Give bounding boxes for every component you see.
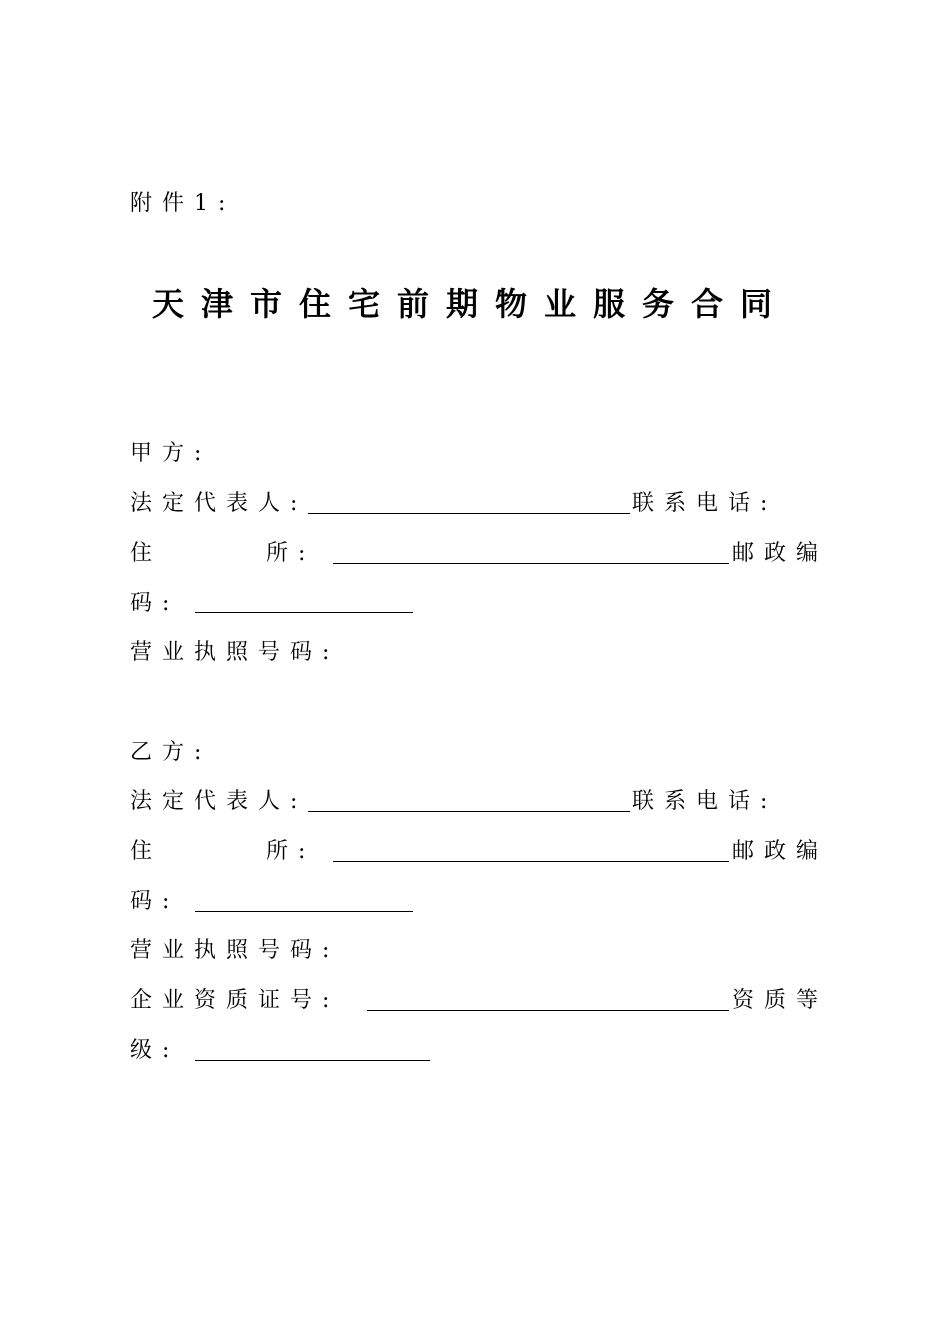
party-a-heading: 甲方: bbox=[130, 441, 212, 466]
party-b-qualification-grade-label-2: 级: bbox=[130, 1038, 180, 1063]
party-a-postal-field[interactable] bbox=[195, 612, 413, 613]
party-a-rep-label: 法定代表人: bbox=[130, 491, 308, 516]
party-b-rep-field[interactable] bbox=[308, 811, 630, 812]
party-a-postal-label-2: 码: bbox=[130, 591, 180, 616]
party-b-address-label-2: 所: bbox=[266, 839, 316, 864]
attachment-label: 附件1: bbox=[130, 191, 236, 216]
party-a-address-field[interactable] bbox=[333, 563, 729, 564]
party-b-qualification-cert-field[interactable] bbox=[367, 1010, 729, 1011]
party-b-qualification-cert-label: 企业资质证号: bbox=[130, 988, 340, 1013]
party-b-qualification-grade-field[interactable] bbox=[195, 1060, 430, 1061]
party-b-postal-field[interactable] bbox=[195, 911, 413, 912]
party-a-address-label-1: 住 bbox=[130, 541, 163, 566]
party-b-heading: 乙方: bbox=[130, 740, 212, 765]
party-b-postal-label-2: 码: bbox=[130, 889, 180, 914]
party-b-address-label-1: 住 bbox=[130, 839, 163, 864]
party-a-rep-field[interactable] bbox=[308, 513, 630, 514]
party-a-phone-label: 联系电话: bbox=[632, 491, 778, 516]
document-title: 天津市住宅前期物业服务合同 bbox=[152, 285, 790, 323]
party-a-address-label-2: 所: bbox=[266, 541, 316, 566]
party-b-rep-label: 法定代表人: bbox=[130, 789, 308, 814]
party-a-license-label: 营业执照号码: bbox=[130, 640, 340, 665]
party-b-license-label: 营业执照号码: bbox=[130, 938, 340, 963]
party-b-qualification-grade-label-1: 资质等 bbox=[732, 988, 829, 1013]
party-b-postal-label-1: 邮政编 bbox=[732, 839, 829, 864]
party-b-address-field[interactable] bbox=[333, 861, 729, 862]
party-b-phone-label: 联系电话: bbox=[632, 789, 778, 814]
party-a-postal-label-1: 邮政编 bbox=[732, 541, 829, 566]
